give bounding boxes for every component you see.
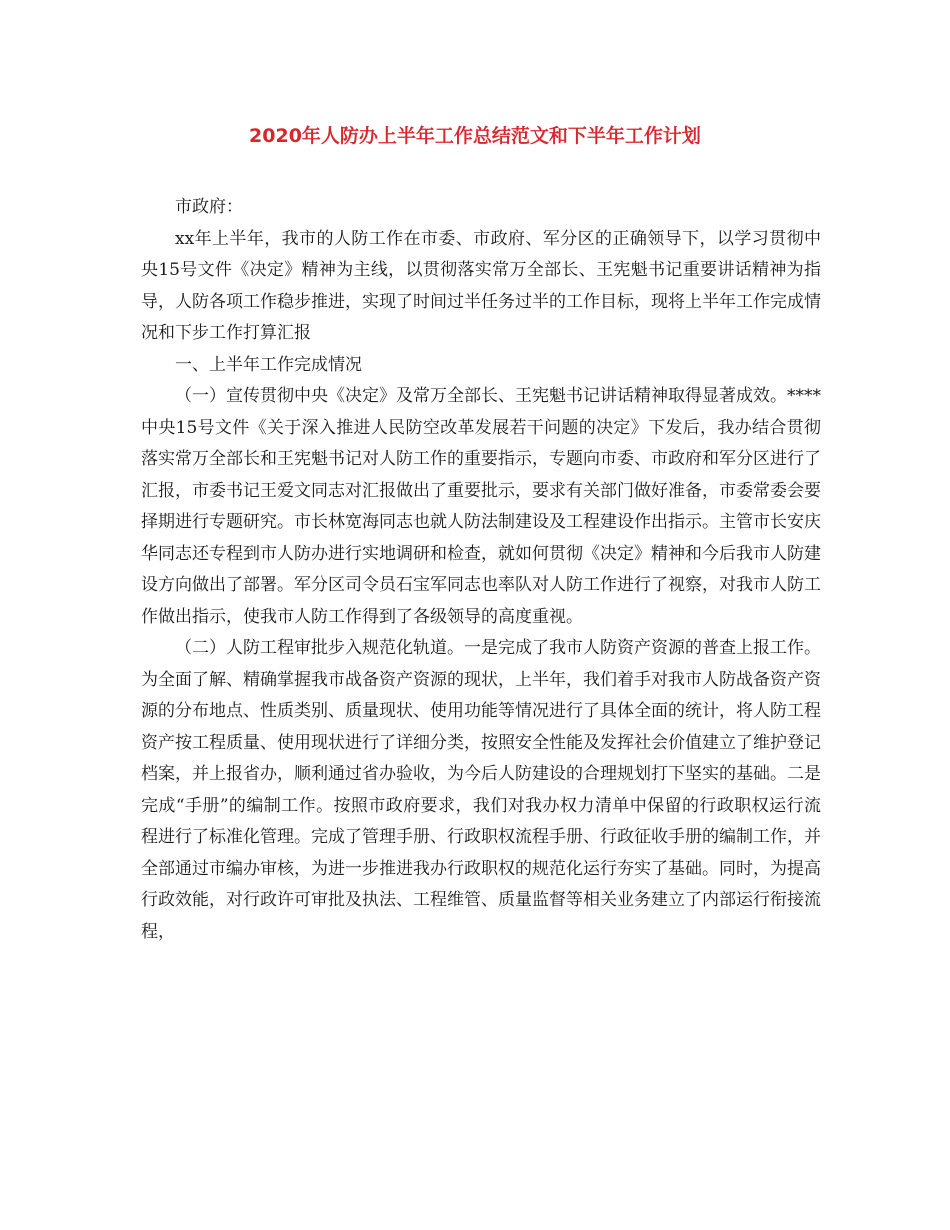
paragraph-intro: xx年上半年，我市的人防工作在市委、市政府、军分区的正确领导下，以学习贯彻中央15号文件《决定》精神为主线，以贯彻落实常万全部长、王宪魁书记重要讲话精神为指导，人防各项工作稳步推进，实现了时间过半任务过半的工作目标，现将上半年工作完成情况和下步工作打算汇报 <box>141 228 821 343</box>
salutation: 市政府： <box>175 197 243 217</box>
paragraph-section-1: （一）宣传贯彻中央《决定》及常万全部长、王宪魁书记讲话精神取得显著成效。****中央15号文件《关于深入推进人民防空改革发展若干问题的决定》下发后，我办结合贯彻落实常万全部长和王宪魁书记对人防工作的重要指示，专题向市委、市政府和军分区进行了汇报，市委书记王爱文同志对汇报做出了重要批示，要求有关部门做好准备，市委常委会要择期进行专题研究。市长林宽海同志也就人防法制建设及工程建设作出指示。主管市长安庆华同志还专程到市人防办进行实地调研和检查，就如何贯彻《决定》精神和今后我市人防建设方向做出了部署。军分区司令员石宝军同志也率队对人防工作进行了视察，对我市人防工作做出指示，使我市人防工作得到了各级领导的高度重视。 <box>141 386 821 627</box>
section-heading: 一、上半年工作完成情况 <box>175 354 362 375</box>
document-body <box>141 192 821 948</box>
document-title: 2020年人防办上半年工作总结范文和下半年工作计划 <box>249 125 701 147</box>
paragraph-section-2: （二）人防工程审批步入规范化轨道。一是完成了我市人防资产资源的普查上报工作。为全面了解、精确掌握我市战备资产资源的现状，上半年，我们着手对我市人防战备资产资源的分布地点、性质类别、质量现状、使用功能等情况进行了具体全面的统计，将人防工程资产按工程质量、使用现状进行了详细分类，按照安全性能及发挥社会价值建立了维护登记档案，并上报省办，顺利通过省办验收，为今后人防建设的合理规划打下坚实的基础。二是完成“手册”的编制工作。按照市政府要求，我们对我办权力清单中保留的行政职权运行流程进行了标准化管理。完成了管理手册、行政职权流程手册、行政征收手册的编制工作，并全部通过市编办审核，为进一步推进我办行政职权的规范化运行夯实了基础。同时，为提高行政效能，对行政许可审批及执法、工程维管、质量监督等相关业务建立了内部运行衔接流程， <box>141 638 821 942</box>
